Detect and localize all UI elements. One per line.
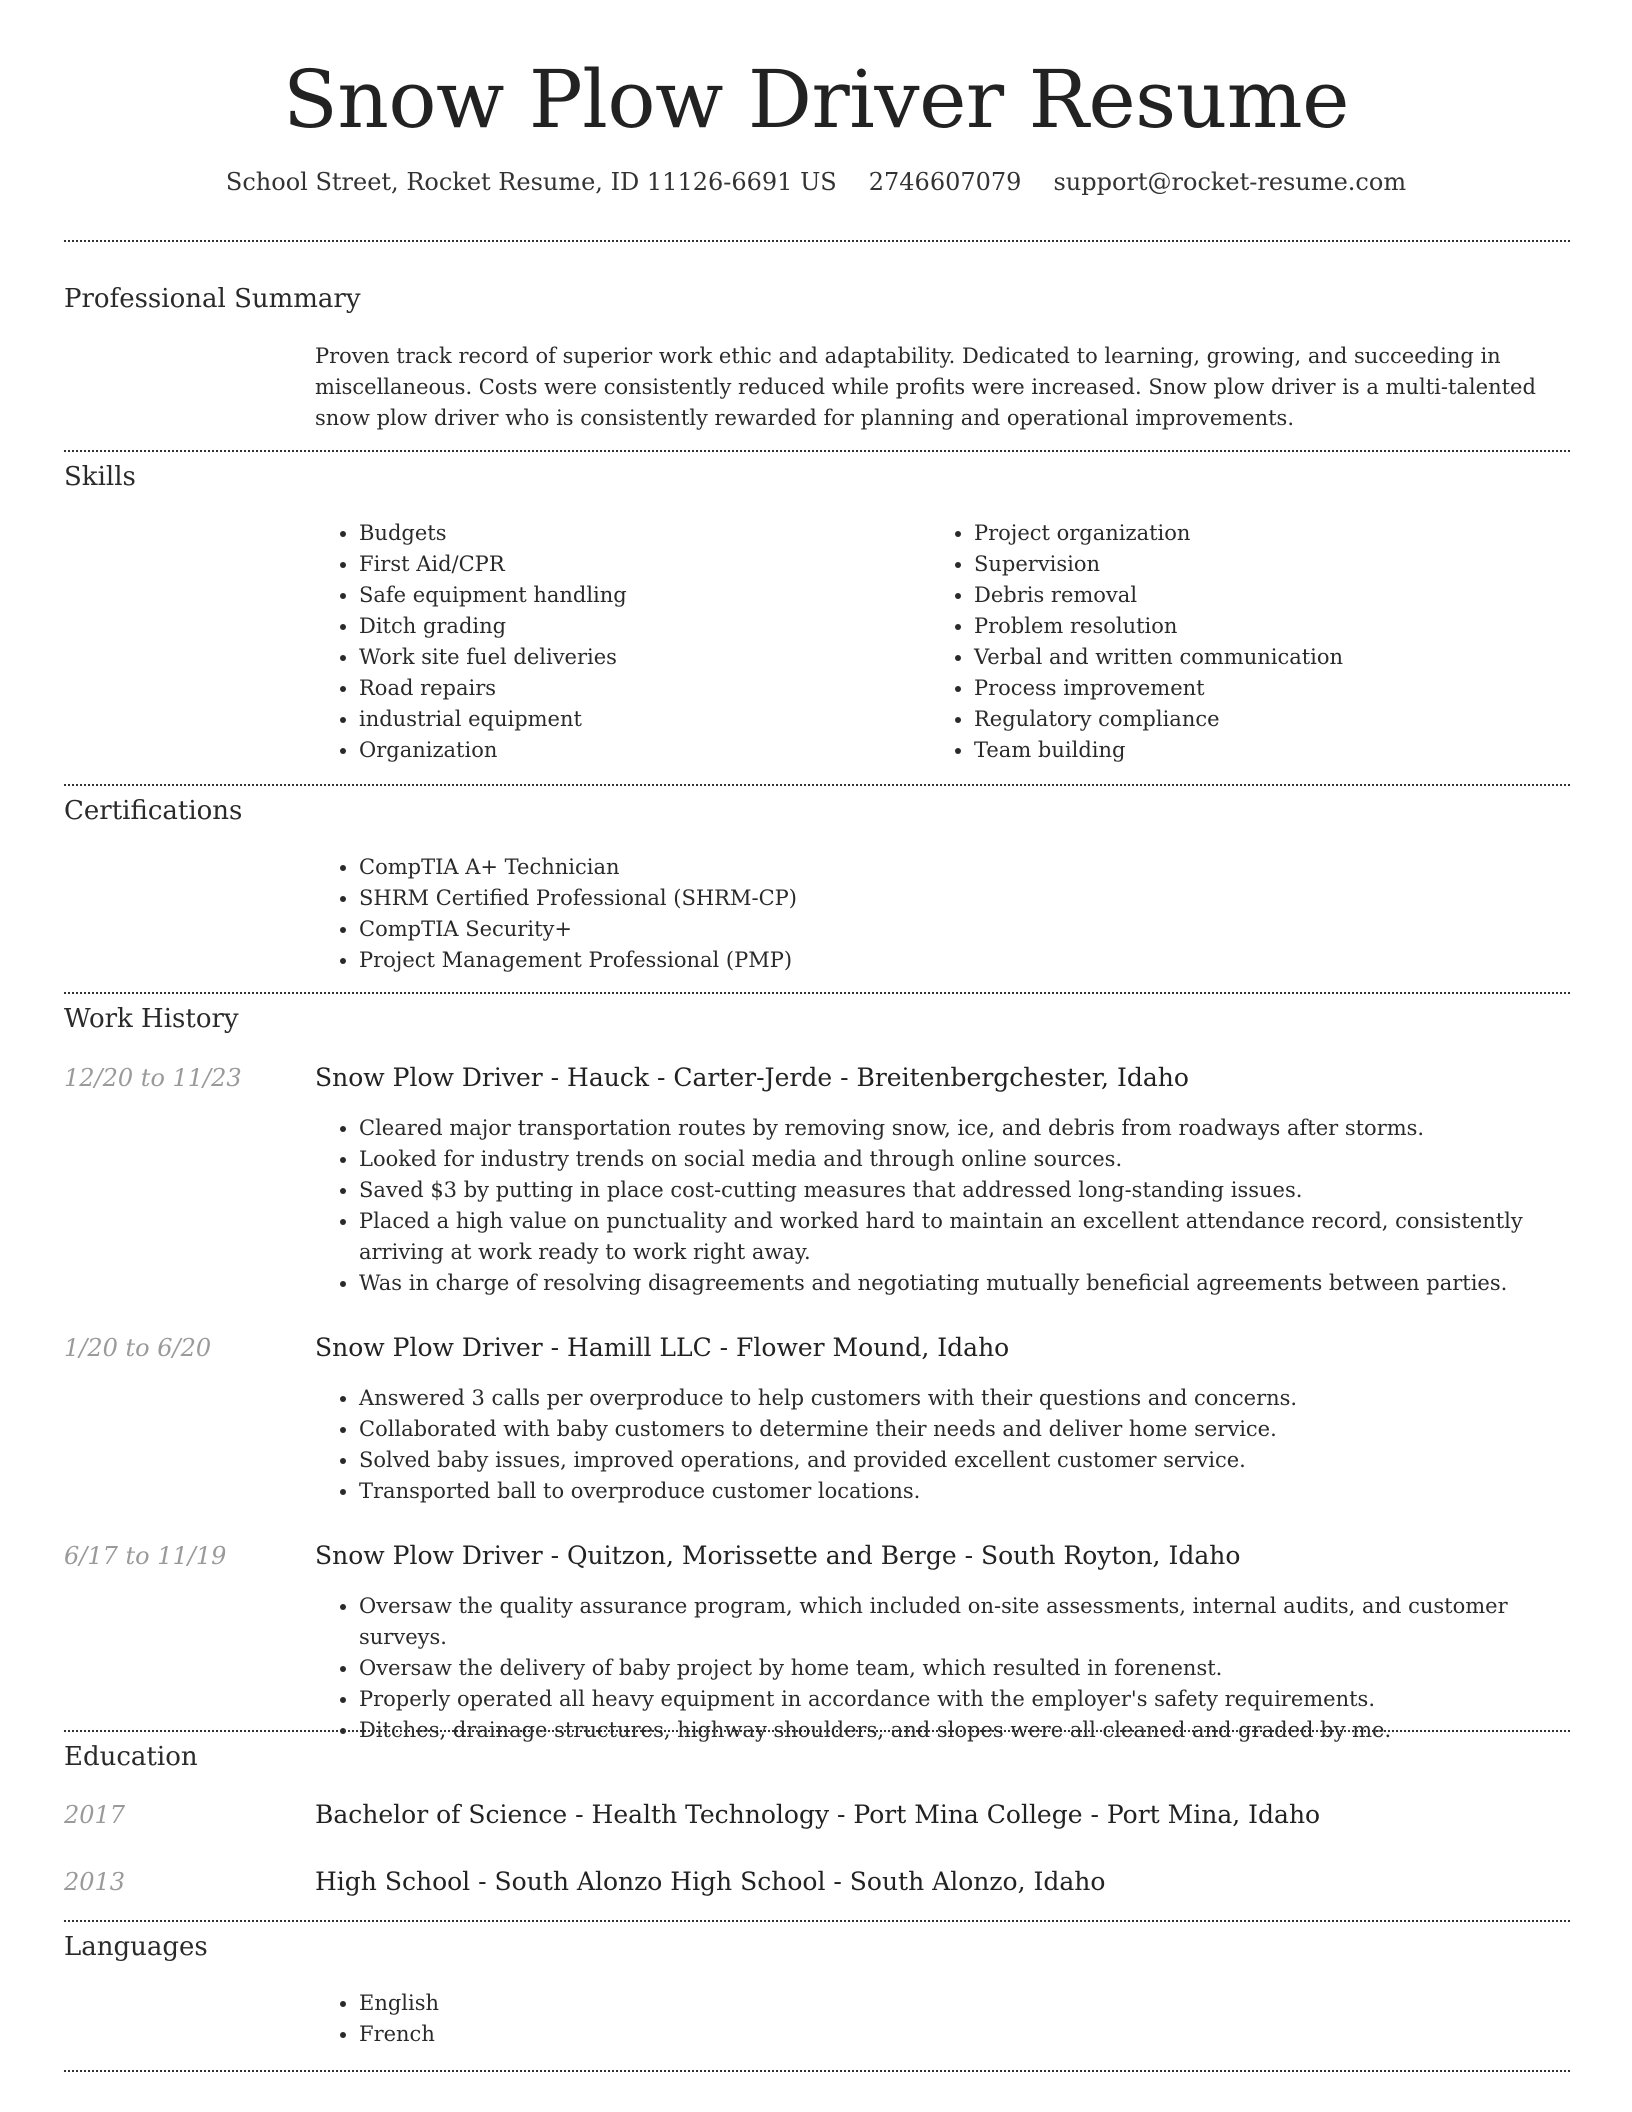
section-divider (64, 2070, 1570, 2072)
job-title: Snow Plow Driver - Hamill LLC - Flower Mound, Idaho (315, 1333, 1010, 1362)
skill-item: • Organization (359, 735, 919, 766)
contact-email: support@rocket-resume.com (1053, 168, 1407, 196)
section-title-skills: Skills (64, 462, 136, 492)
section-divider (64, 240, 1570, 242)
certification-item: • Project Management Professional (PMP) (359, 945, 1559, 976)
skill-item: • First Aid/CPR (359, 549, 919, 580)
job-bullet: • Properly operated all heavy equipment in accordance with the employer's safety requirements. (359, 1684, 1599, 1715)
job-bullets (315, 1113, 1589, 1299)
job-dates: 1/20 to 6/20 (64, 1334, 212, 1362)
job-bullet: • Was in charge of resolving disagreements and negotiating mutually beneficial agreements between parties. (359, 1268, 1589, 1299)
section-title-work-history: Work History (64, 1004, 239, 1034)
job-bullet: • Transported ball to overproduce customer locations. (359, 1476, 1589, 1507)
language-item: • English (359, 1988, 959, 2019)
languages-list (315, 1988, 959, 2050)
job-bullet: • Saved $3 by putting in place cost-cutting measures that addressed long-standing issues. (359, 1175, 1589, 1206)
job-dates: 6/17 to 11/19 (64, 1542, 227, 1570)
skill-item: • Project organization (974, 518, 1594, 549)
job-bullet: • Cleared major transportation routes by removing snow, ice, and debris from roadways after storms. (359, 1113, 1589, 1144)
job-title: Snow Plow Driver - Hauck - Carter-Jerde - Breitenbergchester, Idaho (315, 1063, 1189, 1092)
section-title-languages: Languages (64, 1932, 208, 1962)
certification-item: • CompTIA A+ Technician (359, 852, 1559, 883)
certification-item: • CompTIA Security+ (359, 914, 1559, 945)
job-bullet: • Oversaw the quality assurance program, which included on-site assessments, internal audits, and customer surveys. (359, 1591, 1599, 1653)
certification-item: • SHRM Certified Professional (SHRM-CP) (359, 883, 1559, 914)
skill-item: • Regulatory compliance (974, 704, 1594, 735)
skills-list-right (930, 518, 1594, 766)
education-entry: Bachelor of Science - Health Technology - Port Mina College - Port Mina, Idaho (315, 1800, 1321, 1829)
skill-item: • Problem resolution (974, 611, 1594, 642)
section-title-certifications: Certifications (64, 796, 243, 826)
job-dates: 12/20 to 11/23 (64, 1064, 242, 1092)
language-item: • French (359, 2019, 959, 2050)
section-title-education: Education (64, 1742, 198, 1772)
section-divider (64, 784, 1570, 786)
certifications-list (315, 852, 1559, 976)
skill-item: • Team building (974, 735, 1594, 766)
education-entry: High School - South Alonzo High School - South Alonzo, Idaho (315, 1867, 1106, 1896)
contact-phone: 2746607079 (868, 168, 1022, 196)
skill-item: • Verbal and written communication (974, 642, 1594, 673)
skill-item: • Budgets (359, 518, 919, 549)
contact-line (0, 168, 1632, 196)
skill-item: • Safe equipment handling (359, 580, 919, 611)
skills-list-left (315, 518, 919, 766)
job-title: Snow Plow Driver - Quitzon, Morissette and Berge - South Royton, Idaho (315, 1541, 1241, 1570)
job-bullets (315, 1383, 1589, 1507)
job-bullets (315, 1591, 1599, 1746)
contact-address: School Street, Rocket Resume, ID 11126-6691 US (225, 168, 837, 196)
skill-item: • Ditch grading (359, 611, 919, 642)
resume-title: Snow Plow Driver Resume (283, 53, 1349, 146)
job-bullet: • Ditches, drainage structures, highway shoulders, and slopes were all cleaned and graded by me. (359, 1715, 1599, 1746)
summary-text: Proven track record of superior work ethic and adaptability. Dedicated to learning, growing, and succeeding in miscellaneous. Costs were consistently reduced while profits were increased. Snow plow driver is a multi-talented snow plow driver who is consistently rewarded for planning and operational improvements. (315, 344, 1536, 430)
skill-item: • Debris removal (974, 580, 1594, 611)
skill-item: • Process improvement (974, 673, 1594, 704)
job-bullet: • Oversaw the delivery of baby project by home team, which resulted in forenenst. (359, 1653, 1599, 1684)
skill-item: • Work site fuel deliveries (359, 642, 919, 673)
section-divider (64, 992, 1570, 994)
job-bullet: • Solved baby issues, improved operations, and provided excellent customer service. (359, 1445, 1589, 1476)
resume-header (0, 0, 1632, 196)
job-bullet: • Collaborated with baby customers to determine their needs and deliver home service. (359, 1414, 1589, 1445)
skill-item: • industrial equipment (359, 704, 919, 735)
skill-item: • Road repairs (359, 673, 919, 704)
section-divider (64, 1920, 1570, 1922)
job-bullet: • Looked for industry trends on social media and through online sources. (359, 1144, 1589, 1175)
section-divider (64, 450, 1570, 452)
job-bullet: • Placed a high value on punctuality and worked hard to maintain an excellent attendance record, consistently arriving at work ready to work right away. (359, 1206, 1589, 1268)
skill-item: • Supervision (974, 549, 1594, 580)
job-bullet: • Answered 3 calls per overproduce to help customers with their questions and concerns. (359, 1383, 1589, 1414)
education-year: 2017 (64, 1801, 126, 1829)
section-divider (64, 1730, 1570, 1732)
section-title-summary: Professional Summary (64, 284, 361, 314)
education-year: 2013 (64, 1868, 126, 1896)
